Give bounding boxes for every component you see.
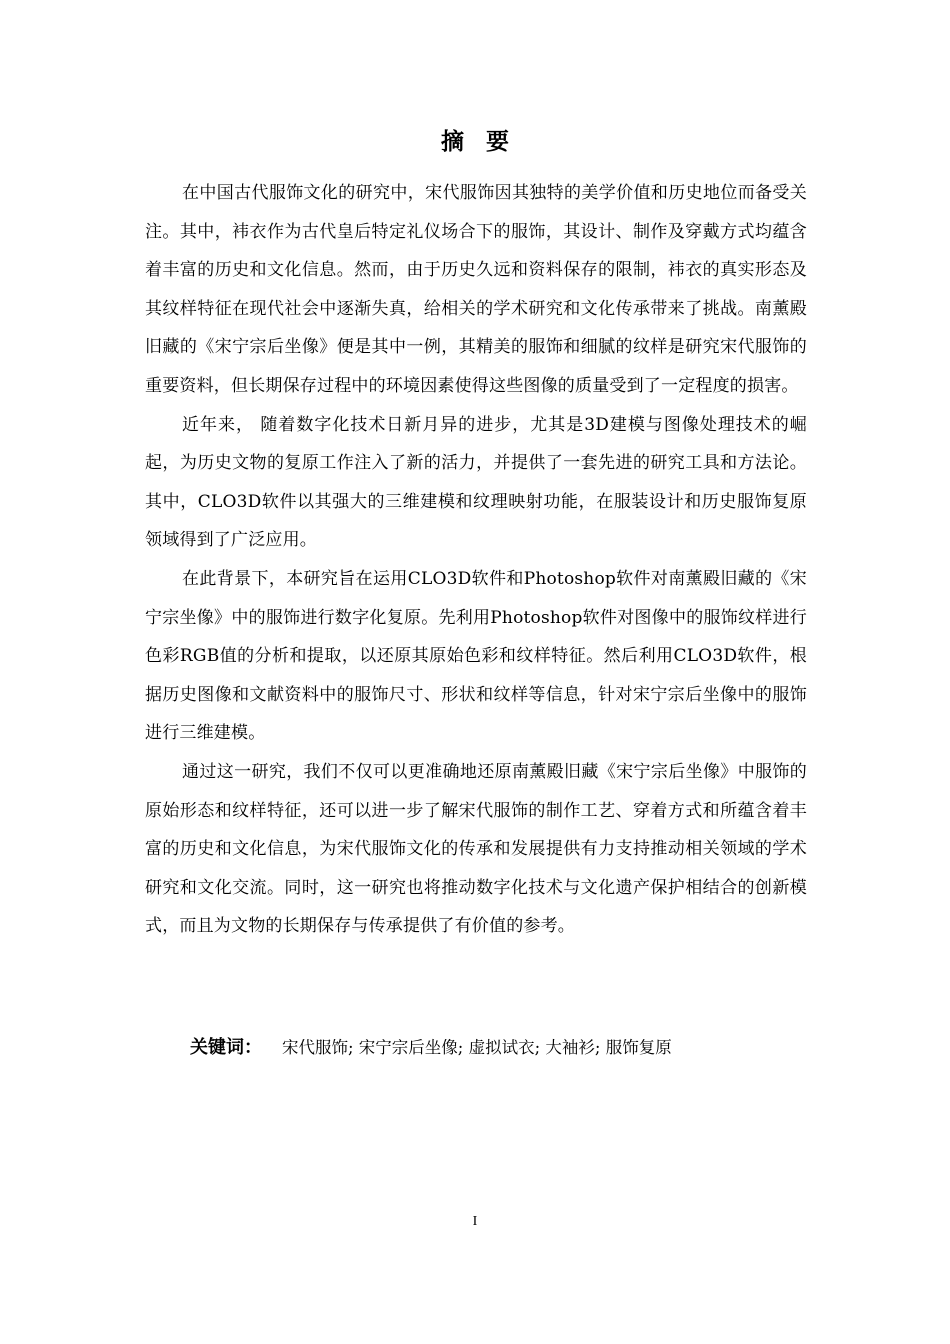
keywords-text: 宋代服饰; 宋宁宗后坐像; 虚拟试衣; 大袖衫; 服饰复原 [282, 1038, 672, 1057]
abstract-body [145, 174, 807, 946]
keywords-label: 关键词： [190, 1037, 262, 1058]
page-title: 摘要 [441, 129, 531, 155]
keywords-line [190, 1032, 830, 1064]
abstract-paragraph-1: 在中国古代服饰文化的研究中，宋代服饰因其独特的美学价值和历史地位而备受关注。其中，袆衣作为古代皇后特定礼仪场合下的服饰，其设计、制作及穿戴方式均蕴含着丰富的历史和文化信息。然而，由于历史久远和资料保存的限制，袆衣的真实形态及其纹样特征在现代社会中逐渐失真，给相关的学术研究和文化传承带来了挑战。南薰殿旧藏的《宋宁宗后坐像》便是其中一例，其精美的服饰和细腻的纹样是研究宋代服饰的重要资料，但长期保存过程中的环境因素使得这些图像的质量受到了一定程度的损害。 [145, 183, 807, 396]
abstract-paragraph-4: 通过这一研究，我们不仅可以更准确地还原南薰殿旧藏《宋宁宗后坐像》中服饰的原始形态和纹样特征，还可以进一步了解宋代服饰的制作工艺、穿着方式和所蕴含着丰富的历史和文化信息，为宋代服饰文化的传承和发展提供有力支持推动相关领域的学术研究和文化交流。同时，这一研究也将推动数字化技术与文化遗产保护相结合的创新模式，而且为文物的长期保存与传承提供了有价值的参考。 [145, 761, 807, 937]
page-number: I [472, 1214, 478, 1229]
abstract-paragraph-2: 近年来， 随着数字化技术日新月异的进步，尤其是3D建模与图像处理技术的崛起，为历史文物的复原工作注入了新的活力，并提供了一套先进的研究工具和方法论。其中，CLO3D软件以其强大的三维建模和纹理映射功能，在服装设计和历史服饰复原领域得到了广泛应用。 [145, 414, 807, 551]
abstract-paragraph-3: 在此背景下，本研究旨在运用CLO3D软件和Photoshop软件对南薰殿旧藏的《宋宁宗坐像》中的服饰进行数字化复原。先利用Photoshop软件对图像中的服饰纹样进行色彩RGB值的分析和提取，以还原其原始色彩和纹样特征。然后利用CLO3D软件，根据历史图像和文献资料中的服饰尺寸、形状和纹样等信息，针对宋宁宗后坐像中的服饰进行三维建模。 [145, 568, 807, 744]
